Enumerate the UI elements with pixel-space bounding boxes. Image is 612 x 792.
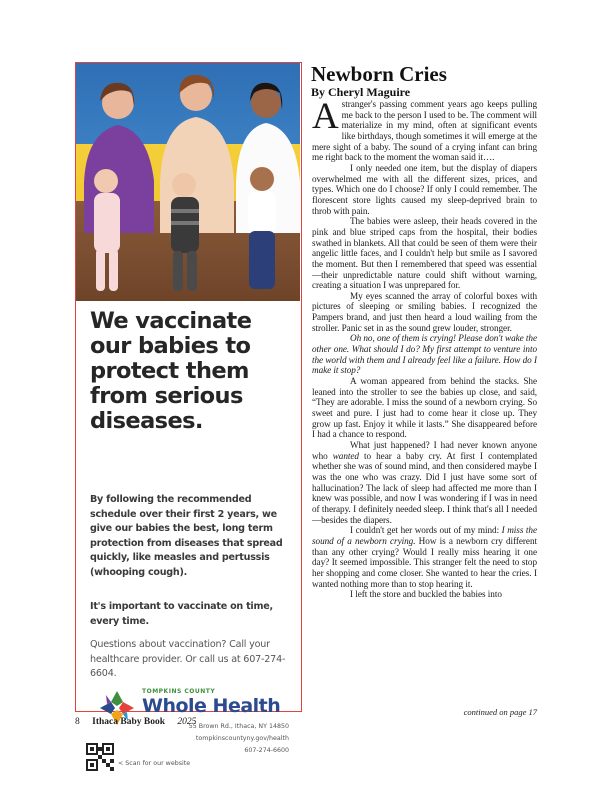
- article-paragraph: What just happened? I had never known anyone who wanted to hear a baby cry. At first I contemplated whether she was of sound mind, and then considered maybe I was the one who was crazy. Did I just have some sort of hallucination? The lack of sleep had affected me more than I knew was possible, and now I was wondering if I was in need of therapy. I definitely needed sleep. I think that's all I needed—besides the diapers.: [312, 440, 538, 525]
- ad-timing-text: It's important to vaccinate on time, every time.: [90, 601, 273, 627]
- article-paragraph: The babies were asleep, their heads covered in the pink and blue striped caps from the hospital, their bodies swathed in blankets. All that could be seen of them were their angelic little faces, and I couldn't help but smile as I savored the moment. But then I remembered that speed was essential—their unpredictable nature could shift without warning, creating a situation I was unprepared for.: [312, 216, 537, 291]
- logo-county-label: TOMPKINS COUNTY: [142, 688, 216, 695]
- ad-website-link[interactable]: tompkinscountyny.gov/health: [195, 735, 289, 742]
- article-body: [312, 96, 538, 600]
- continued-link[interactable]: continued on page 17: [463, 707, 537, 717]
- ad-body-text: By following the recommended schedule over their first 2 years, we give our babies the best, long term protection from diseases that spread quickly, like measles and pertussis (whooping cough).: [90, 494, 283, 578]
- article-paragraph: My eyes scanned the array of colorful boxes with pictures of sleeping or smiling babies. I recognized the Pampers brand, and just then heard a loud wailing from the stroller. Panic set in as the sound grew louder, stronger.: [312, 290, 537, 333]
- ad-address: 55 Brown Rd., Ithaca, NY 14850: [188, 723, 289, 730]
- page-number: 8: [75, 717, 80, 727]
- photo-illustration: [76, 63, 300, 301]
- qr-code-icon[interactable]: [86, 743, 114, 771]
- article-paragraph: I left the store and buckled the babies into: [350, 589, 502, 600]
- qr-caption: < Scan for our website: [118, 760, 191, 767]
- article-paragraph: I couldn't get her words out of my mind: I miss the sound of a newborn crying. How is a newborn cry different than any other crying? Would I really miss hearing it one day? It seemed impossible. This stranger felt the need to stop her shopping and come closer. She wanted to hear the cries. I wanted nothing more than to stop hearing it.: [312, 525, 537, 589]
- article-paragraph: Astranger's passing comment years ago keeps pulling me back to the person I used to be. The comment will materialize in my mind, often at significant events like birthdays, though sometimes it will emerge at the mere sight of a baby. The sound of a crying infant can bring me right back to the moment the woman said it….: [312, 96, 537, 163]
- article-paragraph: I only needed one item, but the display of diapers overwhelmed me with all the different sizes, prices, and types. Which one do I choose? If only I could remember. The florescent store lights caused my sleep-deprived brain to throb with pain.: [312, 162, 537, 216]
- article-byline: By Cheryl Maguire: [311, 85, 411, 99]
- ad-questions-text: Questions about vaccination? Call your healthcare provider. Or call us at 607-274-6604.: [90, 639, 286, 679]
- article-paragraph: Oh no, one of them is crying! Please don't wake the other one. What should I do? My first attempt to venture into the world with them and I already feel like a failure. How do I make it stop?: [312, 333, 537, 376]
- ad-phone: 607-274-6600: [244, 747, 289, 754]
- publication-year: 2025: [177, 717, 197, 727]
- logo-name: Whole Health: [142, 695, 281, 717]
- publication-name: Ithaca Baby Book: [92, 717, 165, 727]
- article-title: Newborn Cries: [311, 62, 447, 86]
- drop-cap: A: [312, 96, 339, 137]
- mothers-and-babies-photo: [76, 63, 300, 301]
- page-footer: [75, 717, 275, 727]
- ad-headline: We vaccinate our babies to protect them from serious diseases.: [90, 308, 252, 434]
- article-paragraph: A woman appeared from behind the stacks. She leaned into the stroller to see the babies up close, and said, “They are adorable. I miss the sound of a newborn crying. So sweet and pure. I just had to come hear it close up. They grow up fast. Enjoy it while it lasts.” She disappeared before I had a chance to respond.: [312, 376, 537, 440]
